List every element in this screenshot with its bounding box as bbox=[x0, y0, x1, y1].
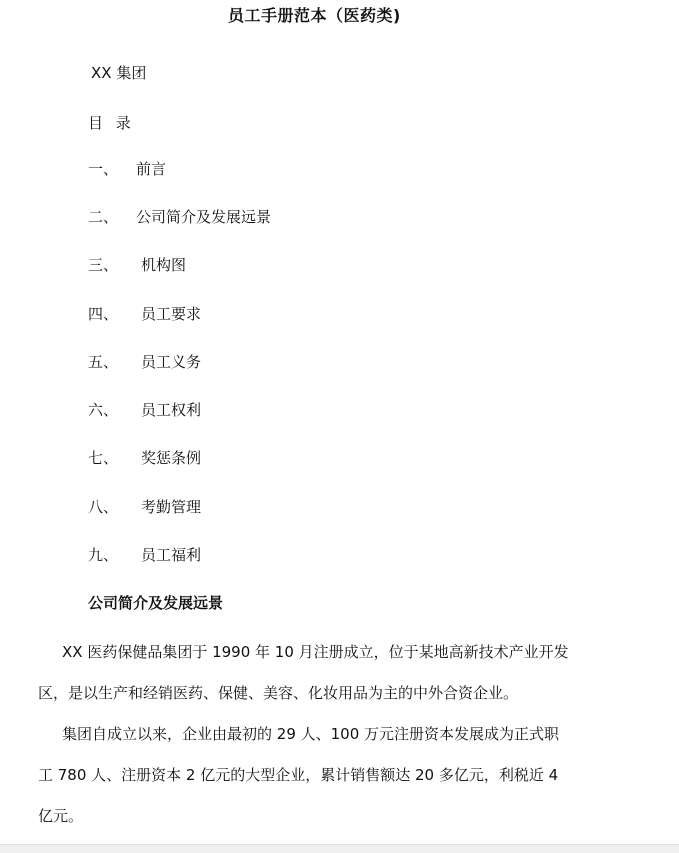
toc-item-8 bbox=[88, 495, 201, 519]
paragraph-line: XX 医药保健品集团于 1990 年 10 月注册成立，位于某地高新技术产业开发 bbox=[62, 643, 569, 661]
toc-item-label: 员工权利 bbox=[141, 401, 202, 419]
toc-item-9 bbox=[88, 543, 201, 567]
paragraph-line: 区，是以生产和经销医药、保健、美容、化妆用品为主的中外合资企业。 bbox=[38, 684, 519, 702]
toc-item-label: 员工福利 bbox=[141, 546, 202, 564]
toc-item-label: 前言 bbox=[136, 160, 167, 178]
toc-heading: 目 录 bbox=[88, 114, 135, 132]
toc-item-label: 机构图 bbox=[141, 256, 187, 274]
toc-item-label: 员工要求 bbox=[141, 305, 202, 323]
toc-item-2 bbox=[88, 205, 271, 229]
section-heading: 公司简介及发展远景 bbox=[88, 594, 224, 612]
paragraph-1 bbox=[38, 632, 608, 714]
toc-item-5 bbox=[88, 350, 201, 374]
toc-item-1 bbox=[88, 157, 166, 181]
toc-item-number: 六、 bbox=[88, 401, 119, 419]
toc-item-6 bbox=[88, 398, 201, 422]
bottom-scroll-region[interactable] bbox=[0, 844, 679, 853]
toc-item-number: 一、 bbox=[88, 160, 119, 178]
toc-item-label: 员工义务 bbox=[141, 353, 202, 371]
toc-item-number: 七、 bbox=[88, 449, 119, 467]
toc-item-7 bbox=[88, 446, 201, 470]
toc-item-number: 三、 bbox=[88, 256, 119, 274]
document-title: 员工手册范本（医药类) bbox=[228, 6, 401, 25]
toc-item-3 bbox=[88, 253, 186, 277]
paragraph-line: 工 780 人、注册资本 2 亿元的大型企业，累计销售额达 20 多亿元，利税近 4 bbox=[38, 766, 559, 784]
toc-item-number: 二、 bbox=[88, 208, 119, 226]
toc-item-number: 八、 bbox=[88, 498, 119, 516]
company-name: XX 集团 bbox=[91, 64, 147, 82]
toc-item-number: 九、 bbox=[88, 546, 119, 564]
paragraph-2 bbox=[38, 714, 608, 837]
toc-item-4 bbox=[88, 302, 201, 326]
toc-item-number: 五、 bbox=[88, 353, 119, 371]
toc-item-label: 公司简介及发展远景 bbox=[136, 208, 272, 226]
toc-item-label: 考勤管理 bbox=[141, 498, 202, 516]
toc-item-label: 奖惩条例 bbox=[141, 449, 202, 467]
toc-item-number: 四、 bbox=[88, 305, 119, 323]
paragraph-line: 亿元。 bbox=[38, 807, 84, 825]
paragraph-line: 集团自成立以来，企业由最初的 29 人、100 万元注册资本发展成为正式职 bbox=[62, 725, 560, 743]
